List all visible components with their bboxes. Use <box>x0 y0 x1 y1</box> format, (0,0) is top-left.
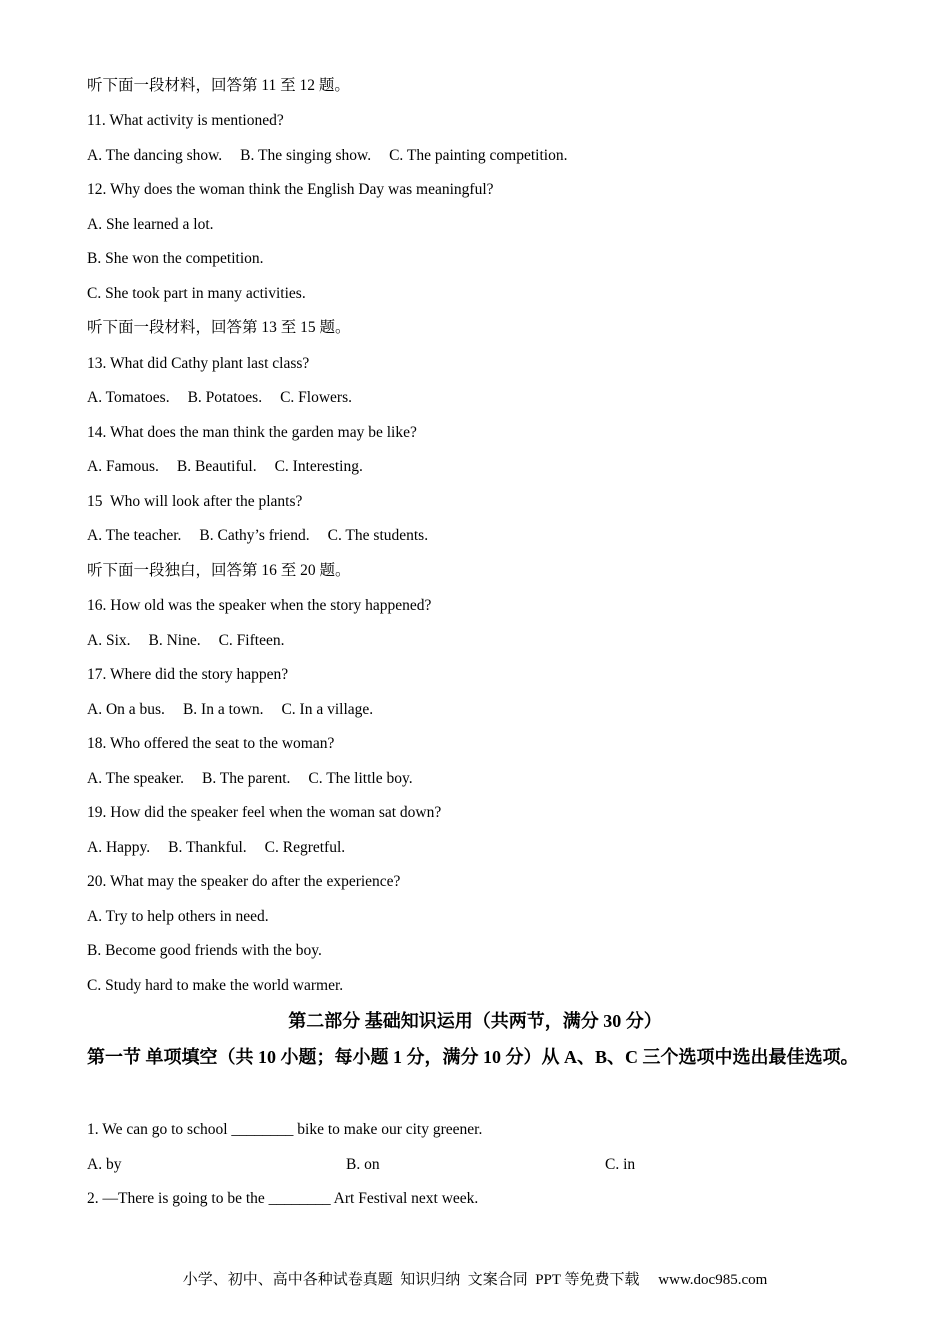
question-15: 15 Who will look after the plants? <box>87 493 303 510</box>
option-a: A. The dancing show. <box>87 147 223 164</box>
option-b: B. Nine. <box>148 632 201 649</box>
option-b: B. Cathy’s friend. <box>199 527 310 544</box>
question-12: 12. Why does the woman think the English Day was meaningful? <box>87 181 494 198</box>
question-15-options <box>87 526 446 546</box>
page-footer: 小学、初中、高中各种试卷真题 知识归纳 文案合同 PPT 等免费下载 www.doc985.com <box>182 1272 768 1288</box>
question-13: 13. What did Cathy plant last class? <box>87 355 310 372</box>
question-12-option-b: B. She won the competition. <box>87 250 264 267</box>
option-c: C. The painting competition. <box>389 147 568 164</box>
part2-question-1: 1. We can go to school ________ bike to make our city greener. <box>87 1121 483 1138</box>
question-20-option-a: A. Try to help others in need. <box>87 908 269 925</box>
question-17-options <box>87 700 391 720</box>
part2-question-2: 2. —There is going to be the ________ Art Festival next week. <box>87 1190 479 1207</box>
question-16-options <box>87 631 302 651</box>
option-c: C. Fifteen. <box>218 632 285 649</box>
option-b: B. The parent. <box>202 770 291 787</box>
question-11-options <box>87 146 585 166</box>
option-b: B. Beautiful. <box>176 458 257 475</box>
option-c: C. The students. <box>327 527 429 544</box>
question-12-option-c: C. She took part in many activities. <box>87 285 306 302</box>
question-11: 11. What activity is mentioned? <box>87 112 284 129</box>
option-c: C. The little boy. <box>308 770 413 787</box>
option-c: C. Interesting. <box>274 458 363 475</box>
section1-instructions: 第一节 单项填空（共 10 小题；每小题 1 分，满分 10 分）从 A、B、C 三个选项中选出最佳选项。 <box>87 1047 859 1067</box>
option-b: B. Potatoes. <box>187 389 263 406</box>
part2-question-1-option-b: B. on <box>346 1156 380 1173</box>
line-h2: 听下面一段材料，回答第 13 至 15 题。 <box>87 319 351 336</box>
question-19-options <box>87 838 363 858</box>
part2-question-1-option-a: A. by <box>87 1156 122 1173</box>
question-18-options <box>87 769 431 789</box>
question-13-options <box>87 388 370 408</box>
option-c: C. In a village. <box>281 701 374 718</box>
question-20-option-b: B. Become good friends with the boy. <box>87 942 322 959</box>
option-a: A. Famous. <box>87 458 159 475</box>
question-12-option-a: A. She learned a lot. <box>87 216 214 233</box>
question-20: 20. What may the speaker do after the experience? <box>87 873 401 890</box>
option-a: A. Tomatoes. <box>87 389 170 406</box>
option-b: B. The singing show. <box>240 147 372 164</box>
option-a: A. The speaker. <box>87 770 184 787</box>
option-c: C. Flowers. <box>280 389 353 406</box>
option-a: A. The teacher. <box>87 527 182 544</box>
line-h1: 听下面一段材料，回答第 11 至 12 题。 <box>87 77 350 94</box>
option-c: C. Regretful. <box>264 839 346 856</box>
part2-heading: 第二部分 基础知识运用（共两节，满分 30 分） <box>288 1011 662 1031</box>
question-17: 17. Where did the story happen? <box>87 666 289 683</box>
question-18: 18. Who offered the seat to the woman? <box>87 735 335 752</box>
option-a: A. Six. <box>87 632 131 649</box>
option-b: B. Thankful. <box>168 839 247 856</box>
question-14-options <box>87 457 381 477</box>
option-a: A. On a bus. <box>87 701 165 718</box>
question-16: 16. How old was the speaker when the story happened? <box>87 597 432 614</box>
question-20-option-c: C. Study hard to make the world warmer. <box>87 977 344 994</box>
option-b: B. In a town. <box>182 701 264 718</box>
option-a: A. Happy. <box>87 839 151 856</box>
question-19: 19. How did the speaker feel when the woman sat down? <box>87 804 442 821</box>
part2-question-1-option-c: C. in <box>605 1156 636 1173</box>
line-h3: 听下面一段独白，回答第 16 至 20 题。 <box>87 562 351 579</box>
question-14: 14. What does the man think the garden may be like? <box>87 424 417 441</box>
